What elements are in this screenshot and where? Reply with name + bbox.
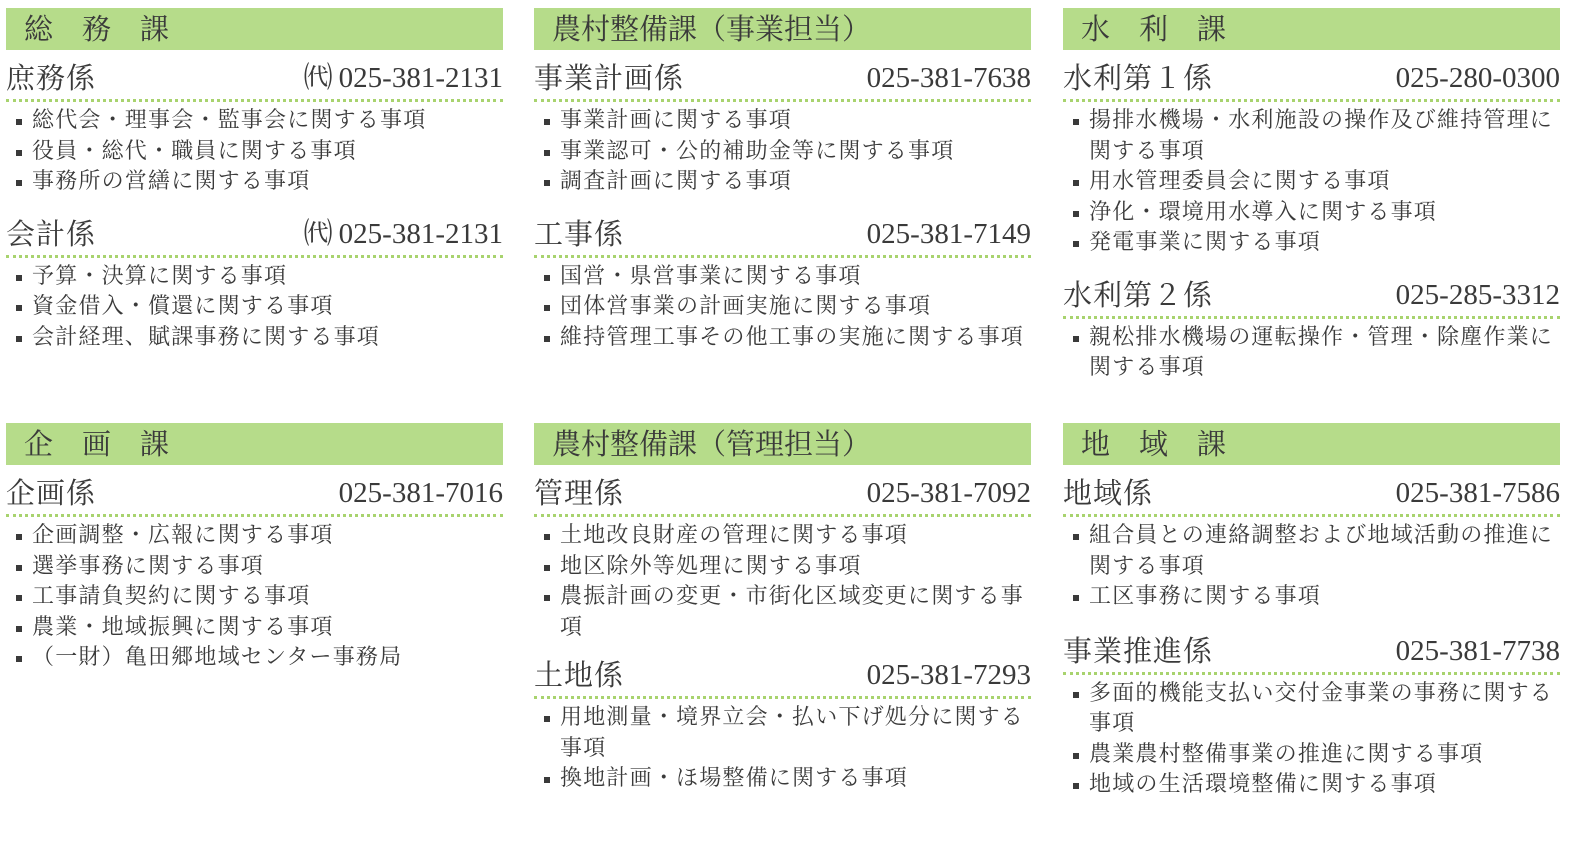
group-title-row bbox=[534, 206, 1031, 258]
group-name: 会計係 bbox=[6, 216, 97, 251]
section-nouson-kanri bbox=[534, 423, 1031, 795]
duty-list bbox=[534, 521, 1031, 643]
group-phone bbox=[1396, 634, 1560, 668]
duty-item: 事業計画に関する事項 bbox=[534, 106, 1031, 137]
group-chiiki bbox=[1063, 465, 1560, 613]
duty-list bbox=[1063, 521, 1560, 613]
group-phone bbox=[1396, 278, 1560, 312]
duty-item: 工事請負契約に関する事項 bbox=[6, 582, 503, 613]
phone-number: 025-285-3312 bbox=[1395, 278, 1560, 311]
duty-item: 総代会・理事会・監事会に関する事項 bbox=[6, 106, 503, 137]
phone-number: 025-381-7293 bbox=[866, 659, 1031, 691]
duty-item: （一財）亀田郷地域センター事務局 bbox=[6, 643, 503, 674]
group-phone bbox=[867, 658, 1031, 692]
group-name: 事業推進係 bbox=[1063, 633, 1214, 668]
duty-item: 役員・総代・職員に関する事項 bbox=[6, 137, 503, 168]
section-header: 農村整備課（事業担当） bbox=[534, 8, 1031, 50]
duty-list bbox=[6, 262, 503, 354]
duty-list bbox=[534, 703, 1031, 795]
group-suiri-1 bbox=[1063, 50, 1560, 259]
group-jigyo-suishin bbox=[1063, 623, 1560, 801]
group-phone bbox=[867, 476, 1031, 510]
duty-item: 多面的機能支払い交付金事業の事務に関する事項 bbox=[1063, 679, 1560, 740]
group-name: 事業計画係 bbox=[534, 61, 685, 95]
section-header: 総 務 課 bbox=[6, 8, 503, 50]
group-kikaku bbox=[6, 465, 503, 674]
duty-list bbox=[6, 106, 503, 198]
group-phone bbox=[867, 61, 1031, 95]
group-shomu bbox=[6, 50, 503, 198]
group-koji bbox=[534, 206, 1031, 354]
group-title-row bbox=[534, 50, 1031, 102]
duty-list bbox=[1063, 106, 1560, 259]
representative-prefix: ㈹ bbox=[303, 217, 333, 250]
group-kanri bbox=[534, 465, 1031, 643]
section-header: 企 画 課 bbox=[6, 423, 503, 465]
group-title-row bbox=[1063, 267, 1560, 319]
phone-number: 025-381-2131 bbox=[338, 217, 503, 250]
group-suiri-2 bbox=[1063, 267, 1560, 384]
group-phone bbox=[1396, 476, 1560, 510]
duty-item: 選挙事務に関する事項 bbox=[6, 552, 503, 583]
duty-item: 農振計画の変更・市街化区域変更に関する事項 bbox=[534, 582, 1031, 643]
group-name: 庶務係 bbox=[6, 61, 97, 95]
duty-item: 揚排水機場・水利施設の操作及び維持管理に関する事項 bbox=[1063, 106, 1560, 167]
group-title-row bbox=[6, 50, 503, 102]
duty-item: 事務所の営繕に関する事項 bbox=[6, 167, 503, 198]
duty-list bbox=[1063, 323, 1560, 384]
group-phone bbox=[304, 217, 503, 251]
duty-item: 地域の生活環境整備に関する事項 bbox=[1063, 770, 1560, 801]
duty-item: 農業農村整備事業の推進に関する事項 bbox=[1063, 740, 1560, 771]
duty-item: 用地測量・境界立会・払い下げ処分に関する事項 bbox=[534, 703, 1031, 764]
duty-item: 維持管理工事その他工事の実施に関する事項 bbox=[534, 323, 1031, 354]
group-kaikei bbox=[6, 206, 503, 354]
section-kikaku bbox=[6, 423, 503, 674]
phone-number: 025-381-7092 bbox=[866, 477, 1031, 509]
duty-item: 組合員との連絡調整および地域活動の推進に関する事項 bbox=[1063, 521, 1560, 582]
phone-number: 025-381-7149 bbox=[866, 217, 1031, 250]
duty-item: 浄化・環境用水導入に関する事項 bbox=[1063, 198, 1560, 229]
duty-item: 予算・決算に関する事項 bbox=[6, 262, 503, 293]
duty-item: 換地計画・ほ場整備に関する事項 bbox=[534, 764, 1031, 795]
group-phone bbox=[304, 61, 503, 95]
duty-item: 親松排水機場の運転操作・管理・除塵作業に関する事項 bbox=[1063, 323, 1560, 384]
phone-number: 025-381-7738 bbox=[1395, 634, 1560, 667]
duty-item: 調査計画に関する事項 bbox=[534, 167, 1031, 198]
phone-number: 025-381-7016 bbox=[338, 477, 503, 509]
group-title-row bbox=[534, 647, 1031, 699]
section-suiri bbox=[1063, 8, 1560, 384]
group-title-row bbox=[534, 465, 1031, 517]
duty-item: 発電事業に関する事項 bbox=[1063, 228, 1560, 259]
group-title-row bbox=[1063, 465, 1560, 517]
group-name: 水利第１係 bbox=[1063, 61, 1214, 95]
phone-number: 025-381-2131 bbox=[338, 62, 503, 94]
duty-list bbox=[1063, 679, 1560, 801]
duty-list bbox=[534, 106, 1031, 198]
group-name: 地域係 bbox=[1063, 476, 1154, 510]
group-title-row bbox=[6, 206, 503, 258]
duty-item: 企画調整・広報に関する事項 bbox=[6, 521, 503, 552]
representative-prefix: ㈹ bbox=[303, 62, 333, 94]
duty-item: 用水管理委員会に関する事項 bbox=[1063, 167, 1560, 198]
group-jigyo-keikaku bbox=[534, 50, 1031, 198]
duty-item: 事業認可・公的補助金等に関する事項 bbox=[534, 137, 1031, 168]
phone-number: 025-280-0300 bbox=[1395, 62, 1560, 94]
duty-item: 土地改良財産の管理に関する事項 bbox=[534, 521, 1031, 552]
group-tochi bbox=[534, 647, 1031, 795]
group-phone bbox=[339, 476, 503, 510]
section-header: 水 利 課 bbox=[1063, 8, 1560, 50]
duty-list bbox=[6, 521, 503, 674]
group-title-row bbox=[1063, 50, 1560, 102]
section-header: 地 域 課 bbox=[1063, 423, 1560, 465]
duty-item: 団体営事業の計画実施に関する事項 bbox=[534, 292, 1031, 323]
section-nouson-jigyo bbox=[534, 8, 1031, 353]
section-somu bbox=[6, 8, 503, 353]
group-name: 企画係 bbox=[6, 476, 97, 510]
duty-item: 資金借入・償還に関する事項 bbox=[6, 292, 503, 323]
group-title-row bbox=[6, 465, 503, 517]
group-phone bbox=[1396, 61, 1560, 95]
duty-item: 国営・県営事業に関する事項 bbox=[534, 262, 1031, 293]
group-name: 水利第２係 bbox=[1063, 277, 1214, 312]
duty-list bbox=[534, 262, 1031, 354]
section-header: 農村整備課（管理担当） bbox=[534, 423, 1031, 465]
section-chiiki bbox=[1063, 423, 1560, 801]
group-phone bbox=[867, 217, 1031, 251]
phone-number: 025-381-7586 bbox=[1395, 477, 1560, 509]
duty-item: 会計経理、賦課事務に関する事項 bbox=[6, 323, 503, 354]
group-name: 工事係 bbox=[534, 216, 625, 251]
group-name: 土地係 bbox=[534, 658, 625, 692]
group-name: 管理係 bbox=[534, 476, 625, 510]
duty-item: 工区事務に関する事項 bbox=[1063, 582, 1560, 613]
phone-number: 025-381-7638 bbox=[866, 62, 1031, 94]
duty-item: 農業・地域振興に関する事項 bbox=[6, 613, 503, 644]
group-title-row bbox=[1063, 623, 1560, 675]
duty-item: 地区除外等処理に関する事項 bbox=[534, 552, 1031, 583]
